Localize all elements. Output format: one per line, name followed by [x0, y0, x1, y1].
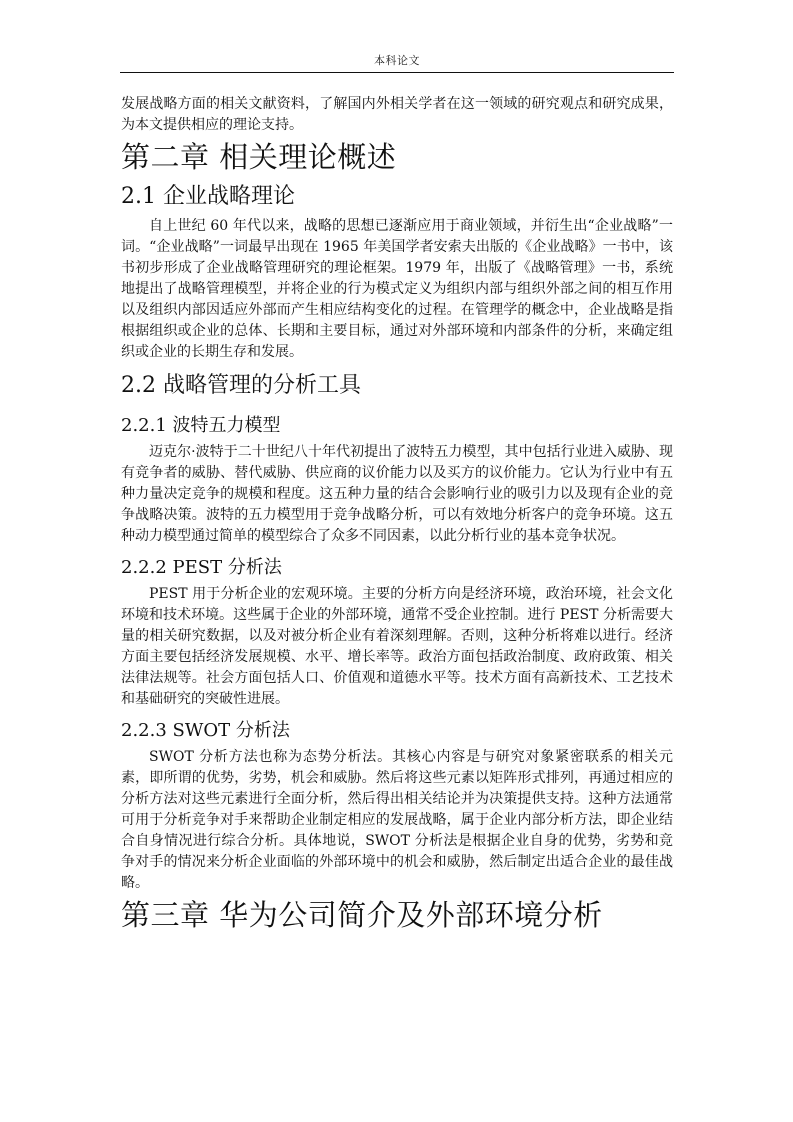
section-2-2-2-title: 2.2.2 PEST 分析法: [121, 557, 282, 578]
section-2-2-3-paragraph: SWOT 分析方法也称为态势分析法。其核心内容是与研究对象紧密联系的相关元素，即所谓的优势，劣势，机会和威胁。然后将这些元素以矩阵形式排列，再通过相应的分析方法对这些元素进行全面分析，然后得出相关结论并为决策提供支持。这种方法通常可用于分析竞争对手来帮助企业制定相应的发展战略，属于企业内部分析方法，即企业结合自身情况进行综合分析。具体地说，SWOT 分析法是根据企业自身的优势，劣势和竞争对手的情况来分析企业面临的外部环境中的机会和威胁，然后制定出适合企业的最佳战略。: [121, 749, 673, 891]
section-2-2-title: 2.2 战略管理的分析工具: [121, 373, 361, 398]
section-2-1-paragraph: 自上世纪 60 年代以来，战略的思想已逐渐应用于商业领域，并衍生出“企业战略”一词。“企业战略”一词最早出现在 1965 年美国学者安索夫出版的《企业战略》一书中，该书初步形成了企业战略管理研究的理论框架。1979 年，出版了《战略管理》一书，系统地提出了战略管理模型，并将企业的行为模式定义为组织内部与组织外部之间的相互作用以及组织内部因适应外部而产生相应结构变化的过程。在管理学的概念中，企业战略是指根据组织或企业的总体、长期和主要目标，通过对外部环境和内部条件的分析，来确定组织或企业的长期生存和发展。: [121, 218, 673, 360]
section-2-2-3-title: 2.2.3 SWOT 分析法: [121, 720, 290, 741]
intro-paragraph: 发展战略方面的相关文献资料，了解国内外相关学者在这一领域的研究观点和研究成果，为本文提供相应的理论支持。: [121, 96, 673, 133]
page-content: [121, 94, 673, 936]
header-rule: [120, 72, 674, 73]
section-2-1-title: 2.1 企业战略理论: [121, 184, 295, 209]
chapter-3-title: 第三章 华为公司简介及外部环境分析: [121, 898, 603, 932]
section-2-2-1-paragraph: 迈克尔·波特于二十世纪八十年代初提出了波特五力模型，其中包括行业进入威胁、现有竞争者的威胁、替代威胁、供应商的议价能力以及买方的议价能力。它认为行业中有五种力量决定竞争的规模和程度。这五种力量的结合会影响行业的吸引力以及现有企业的竞争战略决策。波特的五力模型用于竞争战略分析，可以有效地分析客户的竞争环境。这五种动力模型通过简单的模型综合了众多不同因素，以此分析行业的基本竞争状况。: [121, 444, 673, 544]
section-2-2-1-title: 2.2.1 波特五力模型: [121, 415, 281, 436]
page-header: 本科论文: [374, 54, 420, 67]
section-2-2-2-paragraph: PEST 用于分析企业的宏观环境。主要的分析方向是经济环境，政治环境，社会文化环境和技术环境。这些属于企业的外部环境，通常不受企业控制。进行 PEST 分析需要大量的相关研究数据，以及对被分析企业有着深刻理解。否则，这种分析将难以进行。经济方面主要包括经济发展规模、水平、增长率等。政治方面包括政治制度、政府政策、相关法律法规等。社会方面包括人口、价值观和道德水平等。技术方面有高新技术、工艺技术和基础研究的突破性进展。: [121, 586, 673, 707]
chapter-2-title: 第二章 相关理论概述: [121, 140, 397, 174]
